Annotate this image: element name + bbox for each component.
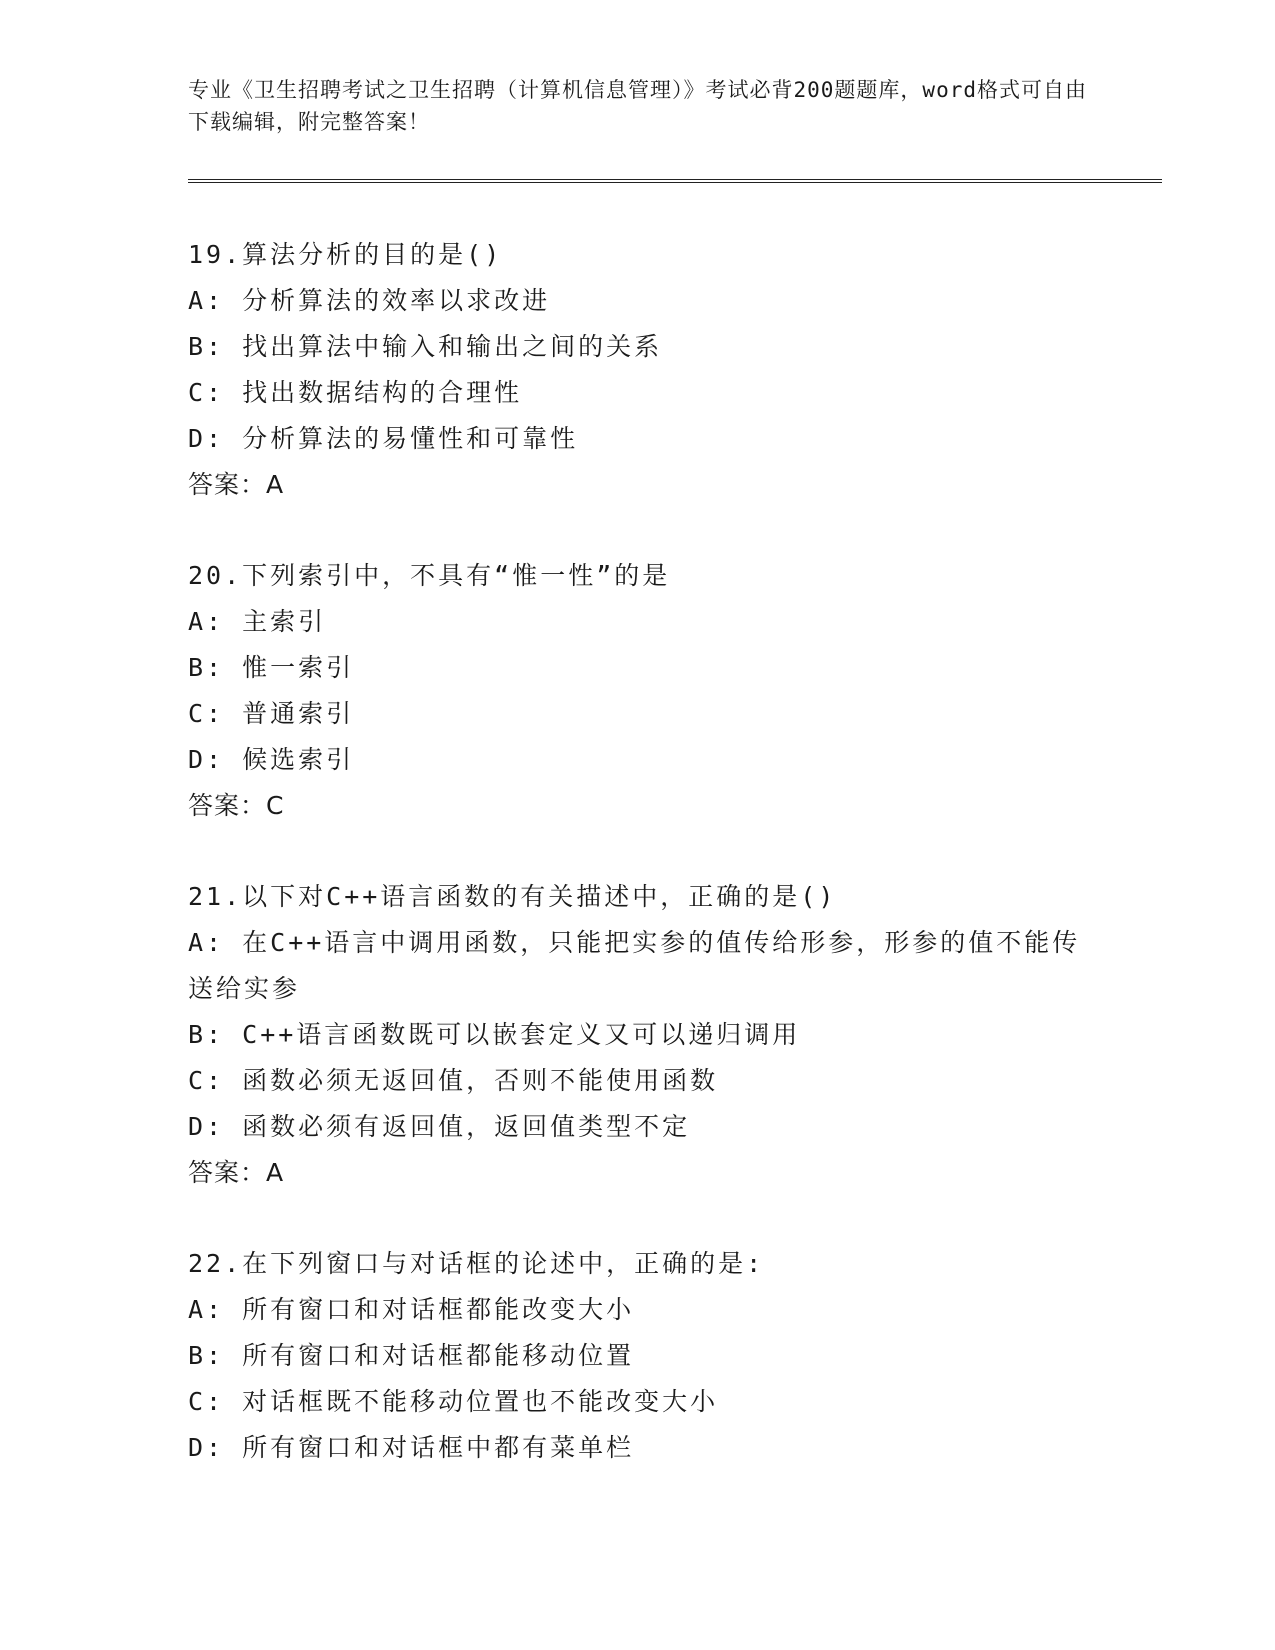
option-d: D: 函数必须有返回值，返回值类型不定 bbox=[188, 1112, 691, 1141]
question-stem: 19.算法分析的目的是() bbox=[188, 240, 503, 269]
answer-line: 答案：A bbox=[188, 470, 285, 499]
option-b: B: 惟一索引 bbox=[188, 653, 355, 682]
option-d: D: 候选索引 bbox=[188, 745, 355, 774]
question-19 bbox=[188, 232, 1088, 508]
question-stem: 20.下列索引中，不具有“惟一性”的是 bbox=[188, 561, 671, 590]
option-b: B: 所有窗口和对话框都能移动位置 bbox=[188, 1341, 635, 1370]
question-20 bbox=[188, 553, 1088, 829]
option-c: C: 对话框既不能移动位置也不能改变大小 bbox=[188, 1387, 719, 1416]
option-c: C: 找出数据结构的合理性 bbox=[188, 378, 523, 407]
option-a: A: 所有窗口和对话框都能改变大小 bbox=[188, 1295, 635, 1324]
answer-line: 答案：C bbox=[188, 791, 285, 820]
header-divider bbox=[188, 179, 1162, 183]
question-22 bbox=[188, 1241, 1088, 1471]
option-c: C: 普通索引 bbox=[188, 699, 355, 728]
option-d: D: 所有窗口和对话框中都有菜单栏 bbox=[188, 1433, 635, 1462]
option-a: A: 主索引 bbox=[188, 607, 327, 636]
option-a: A: 在C++语言中调用函数，只能把实参的值传给形参，形参的值不能传送给实参 bbox=[188, 928, 1081, 1003]
question-stem: 21.以下对C++语言函数的有关描述中，正确的是() bbox=[188, 882, 837, 911]
page-header: 专业《卫生招聘考试之卫生招聘（计算机信息管理）》考试必背200题题库，word格式可自由下载编辑，附完整答案！ bbox=[188, 78, 1087, 134]
question-21 bbox=[188, 874, 1088, 1196]
option-a: A: 分析算法的效率以求改进 bbox=[188, 286, 551, 315]
answer-line: 答案：A bbox=[188, 1158, 285, 1187]
option-c: C: 函数必须无返回值，否则不能使用函数 bbox=[188, 1066, 719, 1095]
option-b: B: C++语言函数既可以嵌套定义又可以递归调用 bbox=[188, 1020, 801, 1049]
option-d: D: 分析算法的易懂性和可靠性 bbox=[188, 424, 579, 453]
option-b: B: 找出算法中输入和输出之间的关系 bbox=[188, 332, 663, 361]
question-stem: 22.在下列窗口与对话框的论述中，正确的是: bbox=[188, 1249, 765, 1278]
